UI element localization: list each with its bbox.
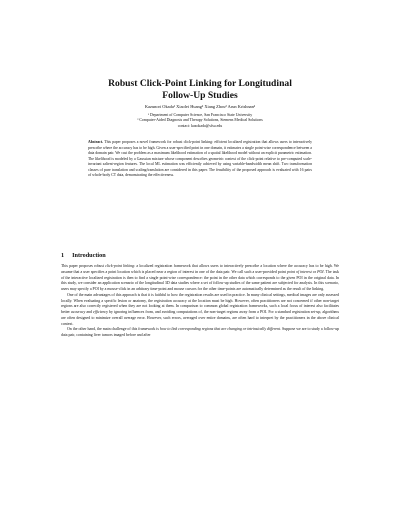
emphasized-text: accuracy xyxy=(70,310,86,314)
abstract xyxy=(88,140,312,179)
paragraph-text: . The task of the interactive localized registration is then to find a single point-wise correspondence: the point in the other data which corresponds to the given POI in the original data. In this study, we consider an application scenario of the longitudinal 3D data studies where a set of follow-up studies of the same patient are subjected for analysis. In this scenario, users may specify a POI by a mouse-click in an arbitrary time-point and mouse cursors for the other time-points are automatically determined as the result of the linking. xyxy=(61,269,339,291)
paragraph-text: by ignoring influences from, and avoiding computations of, the non-target regions away from a POI. For a standard registration set-up, algorithms are often designed to minimize overall average error. However, such errors, averaged over entire domains, are often hard to interpret by the practitioners in the above clinical context. xyxy=(61,310,339,326)
abstract-label: Abstract. xyxy=(88,140,104,144)
paragraph-text: On the other hand, the main challenge of this framework is xyxy=(67,327,160,332)
author-list: Kazunori Okada¹ Xiaolei Huang² Xiang Zhou² Arun Krishnan² xyxy=(144,104,256,109)
emphasized-text: POI xyxy=(317,269,324,274)
emphasized-text: click-point linking xyxy=(105,264,134,268)
affiliations xyxy=(60,113,340,129)
abstract-text: This paper proposes a novel framework for robust click-point linking: efficient localized registration that allows users to interactively prescribe where the accuracy has to be high. Given a user-specified point in one domain, it estimates a single point-wise correspondence between a data domain pair. We cast the problem as a maximum likelihood estimation of a spatial likelihood model without an explicit parametric estimation. The likelihood is modeled by a Gaussian mixture whose component describes geometric context of the click-point relative to pre-computed scale-invariant salient-region features. The local ML estimation was efficiently achieved by using variable-bandwidth mean shift. Two transformation classes of pure translation and scaling/translation are considered in this paper. The feasibility of the proposed approach is evaluated with 16 pairs of whole-body CT data, demonstrating the effectiveness. xyxy=(88,140,312,178)
paragraph-text: : a localized registration framework that allows users to interactively prescribe a location where the accuracy has to be high. We assume that a user specifies a point location which is placed near a region of interest in one of the data pair. We call such a user-provided point xyxy=(61,264,339,274)
emphasized-text: how to link corresponding regions that are changing or intrinsically different xyxy=(159,327,281,332)
emphasized-text: point of interest xyxy=(286,269,312,274)
body-paragraph xyxy=(61,293,339,328)
affiliation-1: ¹ Department of Computer Science, San Francisco State University xyxy=(147,113,253,117)
emphasized-text: efficiency xyxy=(93,310,108,314)
section-heading xyxy=(61,252,106,260)
affiliation-2: ² Computer-Aided Diagnosis and Therapy Solutions, Siemens Medical Solutions xyxy=(137,118,263,123)
paragraph-text: or xyxy=(311,269,318,274)
body-paragraph xyxy=(61,327,339,339)
title-line-2: Follow-Up Studies xyxy=(162,89,238,101)
section-title: Introduction xyxy=(72,252,106,259)
paragraph-text: This paper proposes robust xyxy=(61,264,106,268)
paragraph-text: . Suppose we are to study a follow-up data pair, containing liver tumors imaged before and after xyxy=(61,327,339,337)
paper-title xyxy=(70,78,330,101)
section-body xyxy=(61,264,339,339)
title-line-1: Robust Click-Point Linking for Longitudinal xyxy=(108,78,292,89)
body-paragraph xyxy=(61,264,339,293)
section-number: 1 xyxy=(61,252,65,259)
contact-email: contact: kazokada@sfsu.edu xyxy=(177,123,223,128)
paragraph-text: One of the main advantages of this approach is that it is faithful to how the registration results are used in practice. In many clinical settings, medical images are only assessed locally. When evaluating a specific lesion or anatomy, the registration accuracy at the location must be high. However, often practitioners are not concerned if other non-target regions are also correctly registered when they are not looking at them. In comparison to common global registration frameworks, such a local focus of interest also facilitates better xyxy=(61,292,339,314)
paragraph-text: and xyxy=(85,310,94,314)
